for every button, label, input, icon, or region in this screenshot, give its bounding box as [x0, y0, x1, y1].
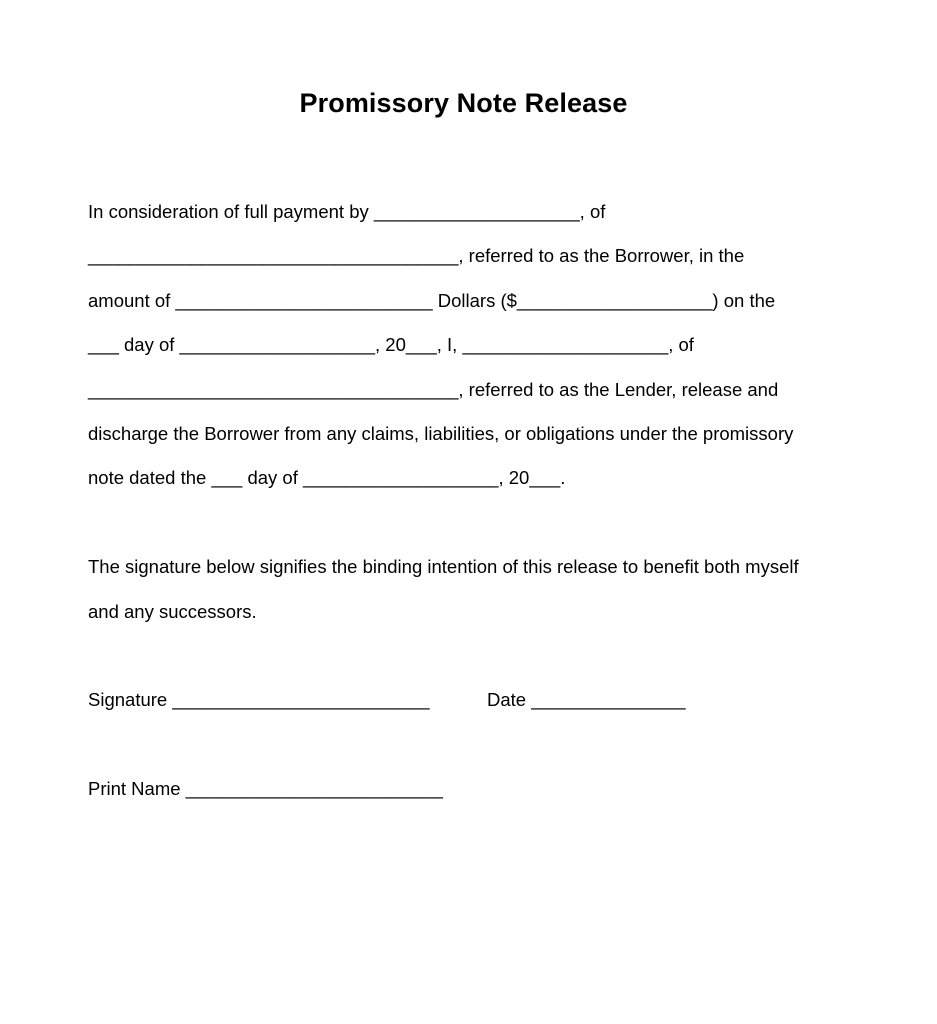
signature-field[interactable]: Signature _________________________ [88, 689, 430, 710]
body-line-7: note dated the ___ day of ___________________, 20___. [88, 467, 566, 488]
print-name-field[interactable]: Print Name _________________________ [88, 778, 443, 799]
body-line-6: discharge the Borrower from any claims, liabilities, or obligations under the promissory [88, 423, 794, 444]
body-line-3: amount of _________________________ Dollars ($___________________) on the [88, 290, 776, 311]
date-field[interactable]: Date _______________ [487, 689, 686, 710]
body-line-1: In consideration of full payment by ____________________, of [88, 201, 606, 222]
body-line-5: ____________________________________, referred to as the Lender, release and [88, 379, 779, 400]
document-title: Promissory Note Release [299, 88, 628, 118]
statement-line-1: The signature below signifies the binding intention of this release to benefit both myself [88, 556, 799, 577]
body-line-4: ___ day of ___________________, 20___, I, ____________________, of [88, 334, 694, 355]
statement-line-2: and any successors. [88, 601, 257, 622]
body-line-2: ____________________________________, referred to as the Borrower, in the [88, 245, 745, 266]
